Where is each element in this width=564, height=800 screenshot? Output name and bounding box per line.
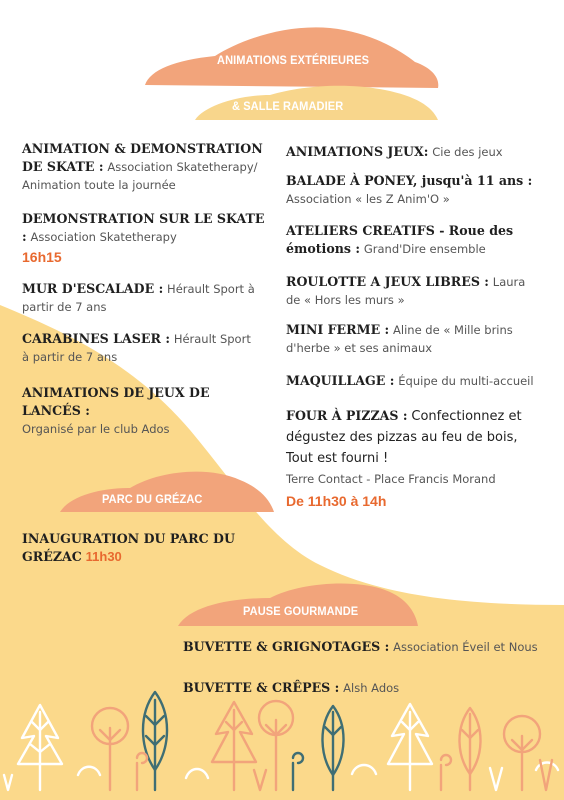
entry-title: MAQUILLAGE : bbox=[286, 373, 395, 388]
entry-desc: Association Skatetherapy bbox=[30, 230, 177, 244]
entry-time: 11h30 bbox=[85, 549, 122, 564]
entry-title: BALADE À PONEY, jusqu'à 11 ans : bbox=[286, 173, 533, 188]
right-entry bbox=[286, 321, 518, 357]
left-entry bbox=[22, 280, 258, 316]
right-entry bbox=[286, 406, 532, 511]
entry-title: BUVETTE & CRÊPES : bbox=[183, 680, 340, 695]
entry-sub: Terre Contact - Place Francis Morand bbox=[286, 472, 496, 486]
entry-desc: Association « les Z Anim'O » bbox=[286, 192, 450, 206]
right-entry bbox=[286, 273, 536, 309]
entry-desc: Hérault Sport à partir de 7 ans bbox=[22, 282, 255, 314]
entry-desc: Cie des jeux bbox=[432, 145, 503, 159]
right-entry bbox=[286, 143, 548, 161]
grezac-entry bbox=[22, 530, 262, 566]
entry-title: ROULOTTE A JEUX LIBRES : bbox=[286, 274, 489, 289]
entry-title: DEMONSTRATION SUR LE SKATE : bbox=[22, 211, 265, 244]
entry-desc: Alsh Ados bbox=[343, 681, 400, 695]
entry-title: ANIMATIONS DE JEUX DE LANCÉS : bbox=[22, 385, 210, 418]
entry-title: CARABINES LASER : bbox=[22, 331, 170, 346]
entry-title: ATELIERS CREATIFS - Roue des émotions : bbox=[286, 223, 514, 256]
left-entry bbox=[22, 140, 268, 194]
entry-desc: Équipe du multi-accueil bbox=[398, 374, 534, 388]
entry-title: BUVETTE & GRIGNOTAGES : bbox=[183, 639, 390, 654]
left-entry bbox=[22, 210, 268, 266]
right-entry bbox=[286, 372, 548, 390]
entry-desc: Confectionnez et dégustez des pizzas au feu de bois, Tout est fourni ! bbox=[286, 409, 522, 466]
right-entry bbox=[286, 222, 526, 258]
pause-entry bbox=[183, 679, 543, 697]
left-entry bbox=[22, 330, 258, 366]
entry-desc: Hérault Sport à partir de 7 ans bbox=[22, 332, 251, 364]
entry-desc: Aline de « Mille brins d'herbe » et ses animaux bbox=[286, 323, 513, 355]
heading-ramadier: & SALLE RAMADIER bbox=[232, 99, 344, 113]
entry-title: INAUGURATION DU PARC DU GRÉZAC bbox=[22, 531, 235, 564]
entry-desc: Grand'Dire ensemble bbox=[363, 242, 486, 256]
entry-title: FOUR À PIZZAS : bbox=[286, 408, 408, 423]
entry-title: ANIMATION & DEMONSTRATION DE SKATE : bbox=[22, 141, 263, 174]
entry-desc: Laura de « Hors les murs » bbox=[286, 275, 526, 307]
right-entry bbox=[286, 172, 548, 208]
pause-entry bbox=[183, 638, 543, 656]
entry-time: 16h15 bbox=[22, 249, 62, 265]
heading-grezac: PARC DU GRÉZAC bbox=[102, 492, 203, 506]
heading-outdoor: ANIMATIONS EXTÉRIEURES bbox=[217, 53, 370, 67]
entry-desc: Association Skatetherapy/ Animation toute la journée bbox=[22, 160, 258, 192]
left-entry bbox=[22, 384, 272, 438]
entry-title: MINI FERME : bbox=[286, 322, 390, 337]
heading-pause: PAUSE GOURMANDE bbox=[243, 604, 359, 618]
entry-time: De 11h30 à 14h bbox=[286, 493, 387, 509]
entry-title: ANIMATIONS JEUX: bbox=[286, 144, 429, 159]
entry-desc: Association Éveil et Nous bbox=[393, 640, 538, 654]
entry-title: MUR D'ESCALADE : bbox=[22, 281, 164, 296]
entry-desc: Organisé par le club Ados bbox=[22, 422, 170, 436]
